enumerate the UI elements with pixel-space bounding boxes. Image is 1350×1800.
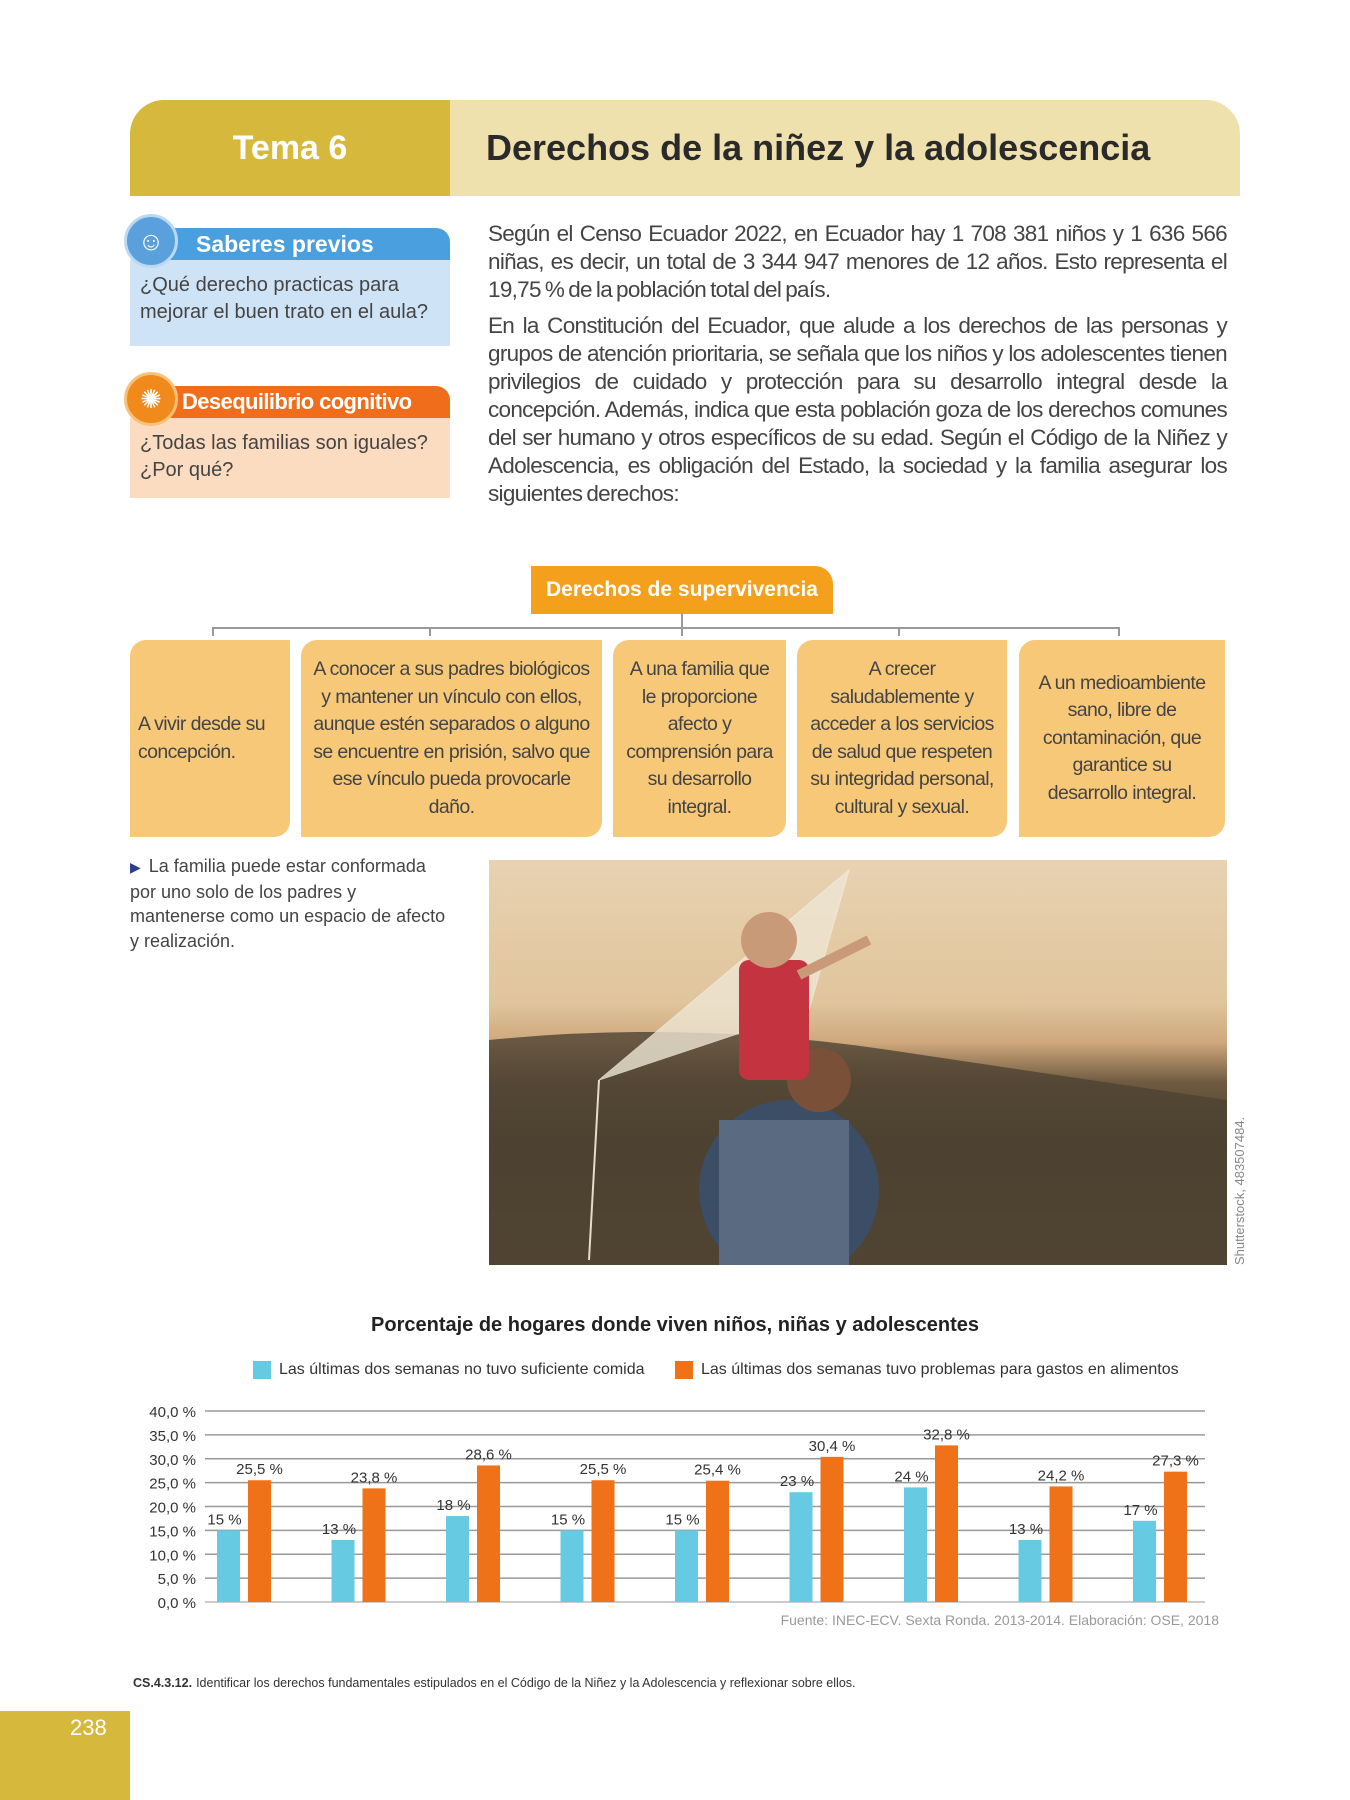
photo-credit: Shutterstock, 483507484. xyxy=(1232,1116,1247,1265)
chart-title: Porcentaje de hogares donde viven niños, niñas y adolescentes xyxy=(371,1314,979,1336)
photo-caption: ▶ La familia puede estar conformada por uno solo de los padres y mantenerse como un espacio de afecto y realización. xyxy=(130,856,446,951)
chart-source: Fuente: INEC-ECV. Sexta Ronda. 2013-2014. Elaboración: OSE, 2018 xyxy=(780,1612,1219,1628)
y-tick-label: 35,0 % xyxy=(149,1427,196,1445)
data-label: 25,4 % xyxy=(694,1461,741,1479)
legend-swatch xyxy=(253,1361,271,1379)
body-text xyxy=(488,220,1227,516)
bar xyxy=(477,1465,500,1602)
data-label: 23,8 % xyxy=(350,1469,398,1487)
diagram-child: A crecer saludablemente y acceder a los servicios de salud que respeten su integridad personal, cultural y sexual. xyxy=(797,640,1007,837)
diagram-child: A una familia que le proporcione afecto y comprensión para su desarrollo integral. xyxy=(613,640,786,837)
legend-item: Las últimas dos semanas tuvo problemas para gastos en alimentos xyxy=(675,1361,1179,1379)
lightbulb-brain-icon: ✺ xyxy=(124,372,178,426)
bar-chart xyxy=(0,1395,1350,1610)
saberes-title: Saberes previos xyxy=(170,228,450,260)
diagram-child: A conocer a sus padres biológicos y mantener un vínculo con ellos, aunque estén separados o alguno se encuentre en prisión, salvo que ese vínculo pueda provocarle daño. xyxy=(301,640,602,837)
y-tick-label: 25,0 % xyxy=(149,1475,196,1493)
y-tick-label: 30,0 % xyxy=(149,1451,196,1469)
family-photo xyxy=(489,860,1227,1265)
bar xyxy=(675,1530,698,1602)
bar xyxy=(904,1487,927,1602)
data-label: 23 % xyxy=(779,1473,815,1491)
bar xyxy=(561,1530,584,1602)
bar xyxy=(446,1516,469,1602)
connector xyxy=(1118,627,1120,636)
data-label: 27,3 % xyxy=(1152,1452,1199,1470)
y-tick-label: 10,0 % xyxy=(149,1547,196,1565)
bar xyxy=(592,1480,615,1602)
bar xyxy=(821,1457,844,1602)
bar xyxy=(1050,1486,1073,1602)
connector xyxy=(681,627,683,636)
legend-swatch xyxy=(675,1361,693,1379)
data-label: 17 % xyxy=(1123,1501,1158,1519)
diagram-child: A vivir desde su concepción. xyxy=(130,640,290,837)
data-label: 24,2 % xyxy=(1037,1467,1085,1485)
bar xyxy=(332,1540,355,1602)
bar xyxy=(1133,1521,1156,1602)
bar xyxy=(248,1480,271,1602)
triangle-bullet-icon: ▶ xyxy=(130,859,141,875)
data-label: 25,5 % xyxy=(579,1461,627,1479)
data-label: 13 % xyxy=(321,1520,357,1538)
data-label: 18 % xyxy=(436,1497,471,1515)
bar xyxy=(217,1530,240,1602)
data-label: 13 % xyxy=(1008,1520,1044,1538)
theme-label: Tema 6 xyxy=(130,100,450,196)
legend-item: Las últimas dos semanas no tuvo suficiente comida xyxy=(253,1361,645,1379)
page-number-tab xyxy=(0,1711,130,1800)
data-label: 30,4 % xyxy=(808,1437,856,1455)
page-number: 238 xyxy=(70,1715,107,1740)
bar xyxy=(706,1481,729,1602)
bar xyxy=(790,1492,813,1602)
data-label: 32,8 % xyxy=(923,1426,970,1444)
connector xyxy=(681,614,683,628)
skill-note: CS.4.3.12. Identificar los derechos fundamentales estipulados en el Código de la Niñez y la Adolescencia y reflexionar sobre ellos. xyxy=(133,1676,856,1690)
y-tick-label: 0,0 % xyxy=(157,1595,196,1610)
desequilibrio-box xyxy=(130,383,450,498)
y-tick-label: 15,0 % xyxy=(149,1523,196,1541)
saberes-previos-box xyxy=(130,225,450,346)
connector xyxy=(212,627,214,636)
brain-head-icon: ☺ xyxy=(124,214,178,268)
photo-illustration xyxy=(489,860,1227,1265)
bar xyxy=(1019,1540,1042,1602)
data-label: 15 % xyxy=(665,1511,700,1529)
page-title: Derechos de la niñez y la adolescencia xyxy=(450,100,1240,196)
desequilibrio-title: Desequilibrio cognitivo xyxy=(166,386,450,418)
bar xyxy=(935,1445,958,1602)
saberes-text: ¿Qué derecho practicas para mejorar el buen trato en el aula? xyxy=(130,260,450,346)
y-tick-label: 40,0 % xyxy=(149,1404,196,1421)
data-label: 15 % xyxy=(550,1511,586,1529)
paragraph: En la Constitución del Ecuador, que alude a los derechos de las personas y grupos de atención prioritaria, se señala que los niños y los adolescentes tienen privilegios de cuidado y protección para su desarrollo integral desde la concepción. Además, indica que esta población goza de los derechos comunes del ser humano y otros específicos de su edad. Según el Código de la Niñez y Adolescencia, es obligación del Estado, la sociedad y la familia asegurar los siguientes derechos: xyxy=(488,313,1227,506)
y-tick-label: 20,0 % xyxy=(149,1499,196,1517)
paragraph: Según el Censo Ecuador 2022, en Ecuador hay 1 708 381 niños y 1 636 566 niñas, es decir, un total de 3 344 947 menores de 12 años. Esto representa el 19,75 % de la población total del país. xyxy=(488,221,1227,302)
data-label: 24 % xyxy=(894,1468,929,1486)
connector xyxy=(429,627,431,636)
bar xyxy=(363,1488,386,1602)
diagram-child: A un medioambiente sano, libre de contaminación, que garantice su desarrollo integral. xyxy=(1019,640,1225,837)
diagram-root: Derechos de supervivencia xyxy=(531,566,833,614)
connector xyxy=(213,627,1119,629)
bar xyxy=(1164,1472,1187,1602)
connector xyxy=(898,627,900,636)
desequilibrio-text: ¿Todas las familias son iguales? ¿Por qué? xyxy=(130,418,450,498)
y-tick-label: 5,0 % xyxy=(157,1571,196,1589)
data-label: 25,5 % xyxy=(236,1461,283,1479)
data-label: 28,6 % xyxy=(465,1446,512,1464)
data-label: 15 % xyxy=(207,1511,242,1529)
